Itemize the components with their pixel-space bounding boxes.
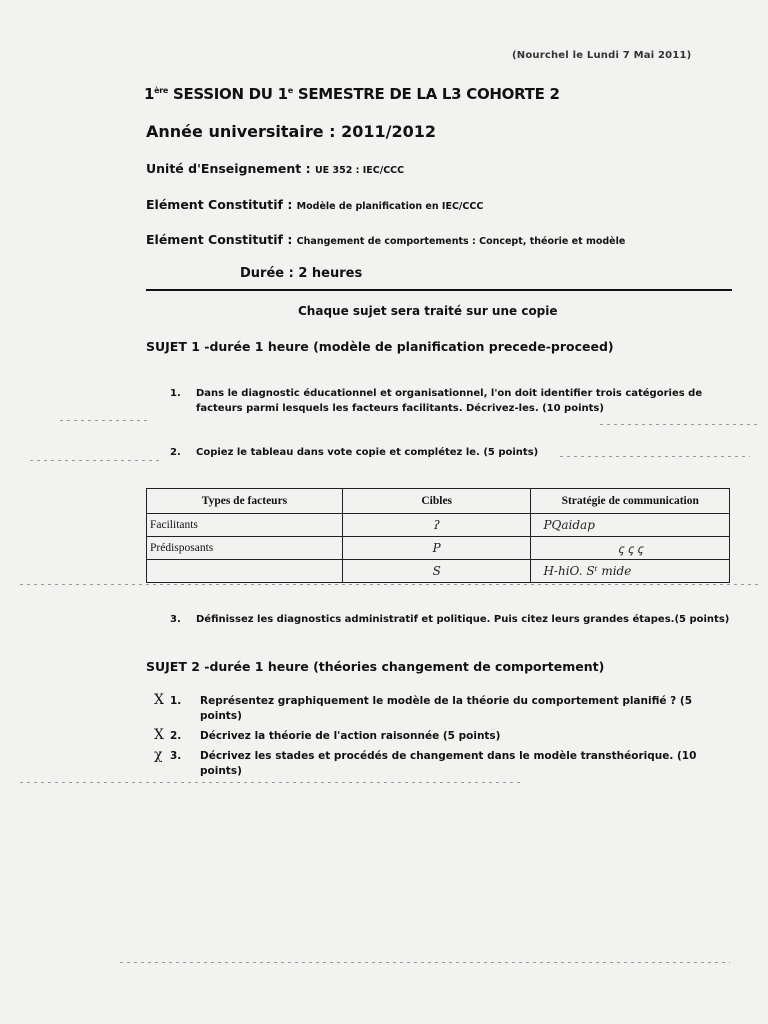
question-text: Dans le diagnostic éducationnel et organisationnel, l'on doit identifier trois catégories de facteurs parmi lesquels les facteurs facilitants. Décrivez-les. (10 points)	[196, 388, 703, 414]
constituent-element-1-value: Modèle de planification en IEC/CCC	[296, 201, 484, 212]
table-row	[147, 514, 730, 537]
handwritten-cell: P	[342, 537, 531, 560]
question-text: Copiez le tableau dans vote copie et complétez le. (5 points)	[196, 447, 539, 458]
teaching-unit-label: Unité d'Enseignement :	[146, 161, 315, 176]
question-text: Décrivez la théorie de l'action raisonnée (5 points)	[200, 730, 501, 742]
handwritten-mark: X	[154, 727, 164, 743]
subject-2-question-3	[154, 749, 734, 781]
question-text: Décrivez les stades et procédés de changement dans le modèle transthéorique. (10 points)	[200, 750, 697, 777]
factors-table	[146, 488, 730, 583]
handwritten-mark: X	[154, 692, 164, 708]
scan-noise	[60, 420, 150, 421]
date-line: (Nourchel le Lundi 7 Mai 2011)	[512, 50, 692, 61]
scan-noise	[600, 424, 760, 425]
subject-2-question-1	[154, 694, 734, 726]
header-divider	[146, 289, 732, 291]
handwritten-cell: H-hiO. Sᵗ mide	[531, 560, 730, 583]
constituent-element-2	[146, 232, 625, 247]
question-number: 1.	[170, 388, 181, 399]
subject-1-question-1	[170, 386, 730, 418]
question-text: Définissez les diagnostics administratif et politique. Puis citez leurs grandes étapes.(5 points)	[196, 614, 730, 625]
academic-year: Année universitaire : 2011/2012	[146, 122, 436, 141]
table-row	[147, 537, 730, 560]
instruction: Chaque sujet sera traité sur une copie	[298, 304, 558, 318]
table-header-cell: Stratégie de communication	[531, 489, 730, 514]
session-suffix: SEMESTRE DE LA L3 COHORTE 2	[292, 85, 560, 103]
subject-1-question-3	[170, 612, 730, 628]
table-header-row	[147, 489, 730, 514]
subject-2-question-2	[154, 729, 734, 745]
question-number: 2.	[170, 730, 182, 742]
constituent-element-1	[146, 197, 483, 212]
handwritten-cell: S	[342, 560, 531, 583]
teaching-unit-value: UE 352 : IEC/CCC	[314, 165, 405, 176]
question-number: 1.	[170, 695, 182, 707]
session-sup-1: ère	[154, 86, 169, 95]
scan-noise	[20, 584, 760, 585]
scan-noise	[120, 962, 730, 963]
constituent-element-1-label: Elément Constitutif :	[146, 197, 297, 212]
handwritten-cell: PQaidap	[531, 514, 730, 537]
table-cell: Facilitants	[147, 514, 343, 537]
constituent-element-2-label: Elément Constitutif :	[146, 232, 297, 247]
handwritten-cell: ꞔ ꞔ ꞔ	[531, 537, 730, 560]
scan-noise	[20, 782, 520, 783]
subject-2-title: SUJET 2 -durée 1 heure (théories changement de comportement)	[146, 659, 605, 674]
table-header-cell: Cibles	[342, 489, 531, 514]
table-cell: Prédisposants	[147, 537, 343, 560]
table-header-cell: Types de facteurs	[147, 489, 343, 514]
session-sup-2: e	[287, 86, 293, 95]
subject-1-question-2	[170, 445, 730, 461]
question-number: 2.	[170, 447, 181, 458]
scan-noise	[30, 460, 160, 461]
session-title	[144, 85, 560, 103]
subject-1-title: SUJET 1 -durée 1 heure (modèle de planification precede-proceed)	[146, 339, 614, 354]
constituent-element-2-value: Changement de comportements : Concept, théorie et modèle	[296, 236, 626, 247]
session-prefix: 1	[144, 85, 155, 103]
handwritten-cell: ʔ	[342, 514, 531, 537]
table-row	[147, 560, 730, 583]
question-text: Représentez graphiquement le modèle de la théorie du comportement planifié ? (5 points)	[200, 695, 693, 722]
duration: Durée : 2 heures	[240, 266, 363, 281]
table-cell	[147, 560, 343, 583]
question-number: 3.	[170, 750, 182, 762]
question-number: 3.	[170, 614, 181, 625]
teaching-unit	[146, 161, 404, 176]
session-middle: SESSION DU 1	[168, 85, 288, 103]
handwritten-mark: χ	[154, 747, 163, 763]
